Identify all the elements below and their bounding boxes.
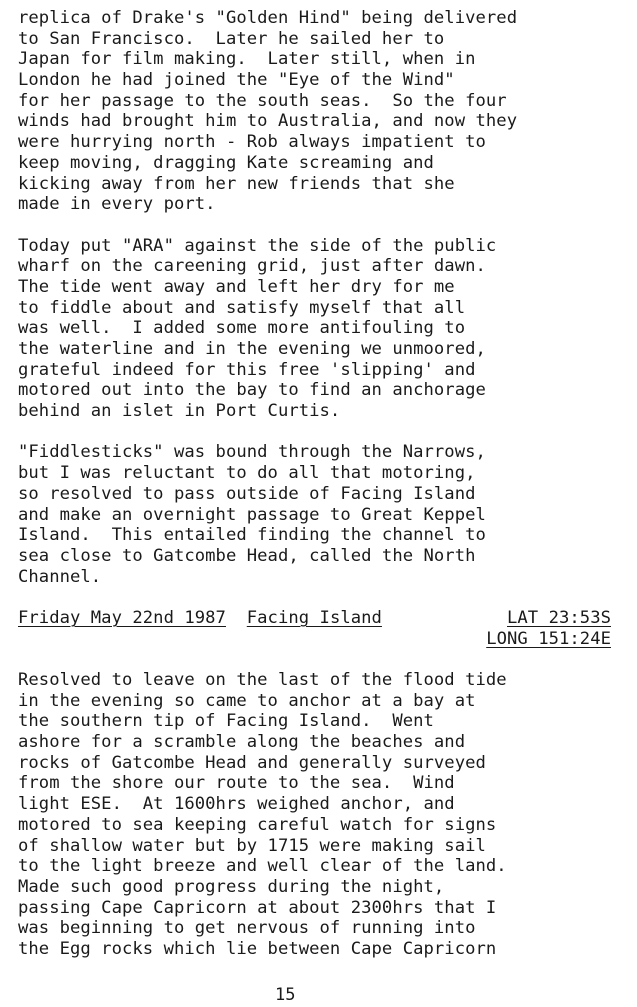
text-line: was beginning to get nervous of running into: [18, 918, 476, 939]
text-line: Channel.: [18, 566, 102, 587]
paragraph-spacer: [18, 649, 633, 670]
text-line: keep moving, dragging Kate screaming and: [18, 152, 434, 173]
text-line: in the evening so came to anchor at a bay at: [18, 690, 476, 711]
text-line: and make an overnight passage to Great Keppel: [18, 504, 486, 525]
text-line: replica of Drake's "Golden Hind" being delivered: [18, 8, 518, 28]
text-line: to fiddle about and satisfy myself that all: [18, 297, 466, 318]
text-line: was well. I added some more antifouling to: [18, 318, 466, 339]
log-entry-heading: [18, 608, 633, 649]
text-line: so resolved to pass outside of Facing Island: [18, 483, 476, 504]
page-number: 15: [275, 985, 296, 1005]
text-line: kicking away from her new friends that she: [18, 173, 455, 194]
log-longitude: LONG 151:24E: [486, 628, 611, 649]
text-line: Today put "ARA" against the side of the public: [18, 235, 497, 256]
text-line: rocks of Gatcombe Head and generally surveyed: [18, 752, 486, 773]
text-line: motored to sea keeping careful watch for signs: [18, 814, 497, 835]
text-line: The tide went away and left her dry for me: [18, 276, 455, 297]
text-line: sea close to Gatcombe Head, called the North: [18, 545, 476, 566]
text-line: Island. This entailed finding the channel to: [18, 525, 486, 546]
text-line: passing Cape Capricorn at about 2300hrs that I: [18, 897, 497, 918]
paragraph-spacer: [18, 422, 633, 443]
text-line: motored out into the bay to find an anchorage: [18, 380, 486, 401]
text-line: of shallow water but by 1715 were making sail: [18, 835, 486, 856]
document-page: [18, 8, 633, 960]
paragraph-careening-grid: [18, 236, 633, 422]
text-line: for her passage to the south seas. So the four: [18, 90, 507, 111]
paragraph-golden-hind: [18, 8, 633, 215]
text-line: were hurrying north - Rob always impatient to: [18, 132, 486, 153]
paragraph-spacer: [18, 587, 633, 608]
text-line: behind an islet in Port Curtis.: [18, 401, 341, 422]
text-line: Resolved to leave on the last of the flood tide: [18, 670, 507, 690]
log-latitude: LAT 23:53S: [507, 607, 611, 628]
paragraph-fiddlesticks: [18, 442, 633, 587]
text-line: the waterline and in the evening we unmoored,: [18, 339, 486, 359]
text-line: to San Francisco. Later he sailed her to: [18, 28, 445, 49]
text-line: Made such good progress during the night,: [18, 876, 445, 897]
text-line: from the shore our route to the sea. Wind: [18, 773, 455, 794]
text-line: made in every port.: [18, 194, 216, 215]
text-line: Japan for film making. Later still, when in: [18, 49, 476, 70]
log-heading-row: [18, 608, 633, 629]
paragraph-spacer: [18, 215, 633, 236]
date-location-group: [18, 608, 382, 629]
log-date: Friday May 22nd 1987: [18, 607, 226, 628]
text-line: the Egg rocks which lie between Cape Capricorn: [18, 938, 497, 959]
text-line: to the light breeze and well clear of the land.: [18, 856, 507, 877]
text-line: ashore for a scramble along the beaches and: [18, 732, 466, 753]
log-heading-row-2: [18, 629, 633, 650]
log-location: Facing Island: [246, 607, 382, 628]
text-line: light ESE. At 1600hrs weighed anchor, and: [18, 794, 455, 815]
text-line: London he had joined the "Eye of the Wind": [18, 70, 455, 91]
paragraph-facing-island: [18, 670, 633, 960]
text-line: winds had brought him to Australia, and now they: [18, 111, 518, 132]
text-line: "Fiddlesticks" was bound through the Narrows,: [18, 442, 486, 463]
text-line: wharf on the careening grid, just after dawn.: [18, 256, 486, 277]
text-line: but I was reluctant to do all that motoring,: [18, 463, 476, 484]
text-line: grateful indeed for this free 'slipping' and: [18, 359, 476, 380]
text-line: the southern tip of Facing Island. Went: [18, 711, 434, 732]
